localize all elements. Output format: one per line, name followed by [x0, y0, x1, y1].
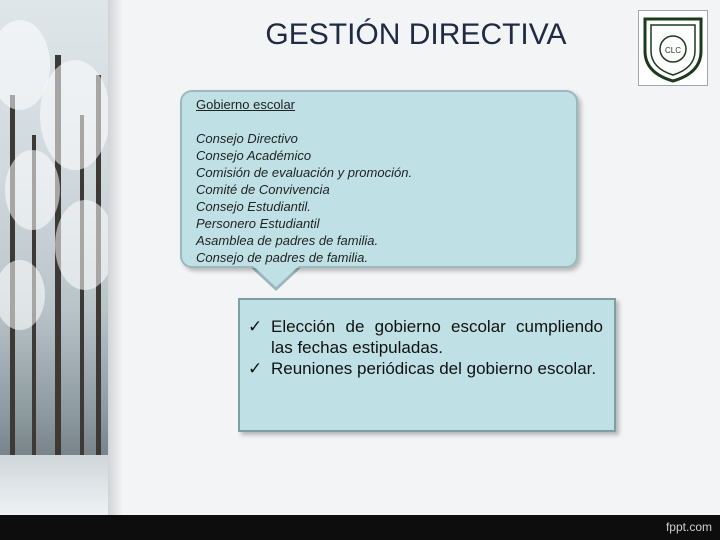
list-item: Consejo de padres de familia. — [196, 250, 368, 265]
actions-list — [248, 316, 603, 379]
photo-edge — [108, 0, 124, 515]
checkmark-icon: ✓ — [248, 317, 263, 336]
list-item: Comité de Convivencia — [196, 182, 330, 197]
list-item: ✓ Elección de gobierno escolar cumpliendo las fechas estipuladas. — [248, 317, 603, 357]
list-item: Consejo Estudiantil. — [196, 199, 311, 214]
callout-box-gobierno-text — [196, 96, 412, 266]
logo-text: CLC — [664, 46, 682, 55]
list-item: Personero Estudiantil — [196, 216, 320, 231]
list-item: Consejo Directivo — [196, 131, 298, 146]
list-item: Consejo Académico — [196, 148, 312, 163]
slide-title: GESTIÓN DIRECTIVA — [265, 18, 567, 51]
callout-heading: Gobierno escolar — [196, 97, 295, 112]
gobierno-list — [196, 130, 412, 266]
checkmark-icon: ✓ — [248, 359, 263, 378]
list-item: Comisión de evaluación y promoción. — [196, 165, 413, 180]
list-item: ✓ Reuniones periódicas del gobierno escolar. — [248, 359, 597, 378]
winter-forest-photo — [0, 0, 108, 515]
list-item: Asamblea de padres de familia. — [196, 233, 379, 248]
school-logo — [638, 10, 708, 86]
footer-bar — [0, 515, 720, 540]
footer-brand: fppt.com — [665, 520, 712, 534]
